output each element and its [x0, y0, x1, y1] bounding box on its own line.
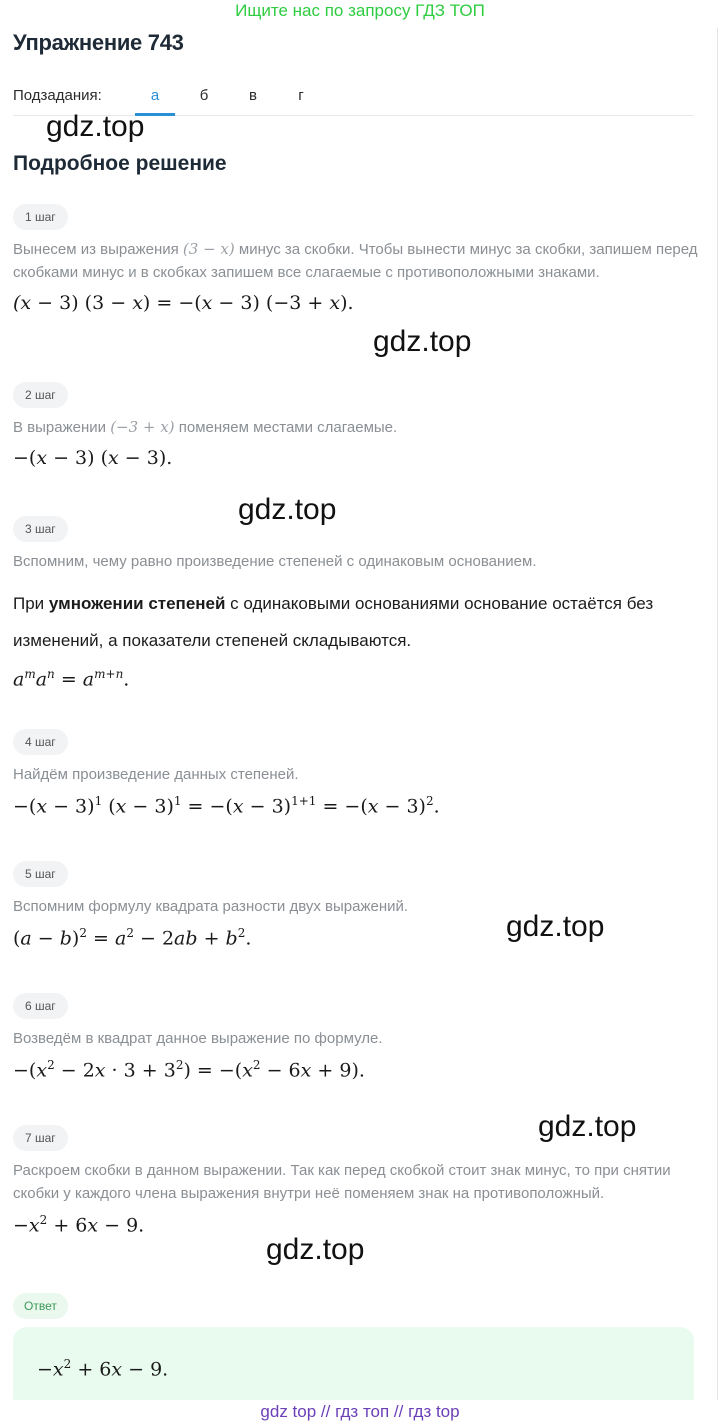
step-formula: −(x − 3) (x − 3). — [13, 447, 173, 469]
step-formula: $-(x - 3)^1$ $(x - 3)^1 = -(x - 3)^{1+1} = -(x - 3)^2$. — [13, 794, 440, 818]
solution-step-1 — [13, 204, 703, 314]
watermark: gdz.top — [538, 1110, 637, 1143]
rule-text: При умножении степеней с одинаковыми основаниями основание остаётся без изменений, а показатели степеней складываются. — [13, 594, 654, 650]
section-title: Подробное решение — [13, 152, 227, 175]
subtasks-label: Подзадания: — [13, 87, 102, 104]
step-formula: $-x^2 + 6x - 9$. — [13, 1213, 145, 1237]
search-banner: Ищите нас по запросу ГДЗ ТОП — [235, 1, 485, 20]
watermark: gdz.top — [373, 325, 472, 358]
page-title: Упражнение 743 — [13, 30, 184, 55]
step-formula: $-(x^2 - 2x \cdot 3 + 3^2) = -(x^2 - 6x + 9)$. — [13, 1058, 365, 1082]
watermark: gdz.top — [46, 110, 145, 143]
step-text: Раскроем скобки в данном выражении. Так как перед скобкой стоит знак минус, то при снятии скобки у каждого члена выражения внутри неё поменяем знак на противоположный. — [13, 1162, 671, 1202]
step-text: Вспомним формулу квадрата разности двух выражений. — [13, 898, 409, 915]
step-formula: (x − 3) (3 − x) = −(x − 3) (−3 + x). — [13, 292, 354, 314]
answer-box — [13, 1327, 694, 1411]
tab-subtask-b[interactable]: б — [199, 87, 209, 104]
answer-formula: $-x^2 + 6x - 9$. — [37, 1357, 169, 1381]
solution-step-4 — [13, 729, 703, 817]
step-badge: 1 шаг — [13, 204, 68, 230]
tab-subtask-v[interactable]: в — [249, 87, 257, 104]
step-text: В выражении (−3 + x) поменяем местами слагаемые. — [13, 418, 398, 436]
step-formula: $a^ma^n = a^{m+n}$. — [13, 667, 130, 691]
watermark: gdz.top — [266, 1233, 365, 1266]
step-badge: 5 шаг — [13, 861, 68, 887]
answer-section — [13, 1293, 703, 1319]
tab-subtask-a[interactable]: а — [150, 87, 160, 104]
step-badge: 2 шаг — [13, 382, 68, 408]
step-badge: 7 шаг — [13, 1125, 68, 1151]
step-badge: 4 шаг — [13, 729, 68, 755]
answer-badge: Ответ — [13, 1293, 68, 1319]
right-divider — [717, 28, 718, 1400]
watermark: gdz.top — [506, 910, 605, 943]
solution-step-5 — [13, 861, 703, 949]
solution-step-7 — [13, 1125, 703, 1236]
step-text: Вспомним, чему равно произведение степеней с одинаковым основанием. — [13, 553, 537, 570]
solution-step-6 — [13, 993, 703, 1081]
step-text: Возведём в квадрат данное выражение по формуле. — [13, 1030, 383, 1047]
footer-links[interactable]: gdz top // гдз топ // гдз top — [0, 1400, 720, 1427]
step-text: Вынесем из выражения (3 − x) минус за скобки. Чтобы вынести минус за скобки, запишем перед скобками минус и в скобках запишем все слагаемые с противоположными знаками. — [13, 240, 698, 281]
tab-subtask-g[interactable]: г — [298, 87, 304, 104]
solution-step-2 — [13, 382, 703, 469]
step-formula: $(a - b)^2 = a^2 - 2ab + b^2$. — [13, 926, 252, 950]
step-badge: 3 шаг — [13, 516, 68, 542]
step-badge: 6 шаг — [13, 993, 68, 1019]
solution-step-3 — [13, 516, 703, 690]
step-text: Найдём произведение данных степеней. — [13, 766, 299, 783]
watermark: gdz.top — [238, 493, 337, 526]
